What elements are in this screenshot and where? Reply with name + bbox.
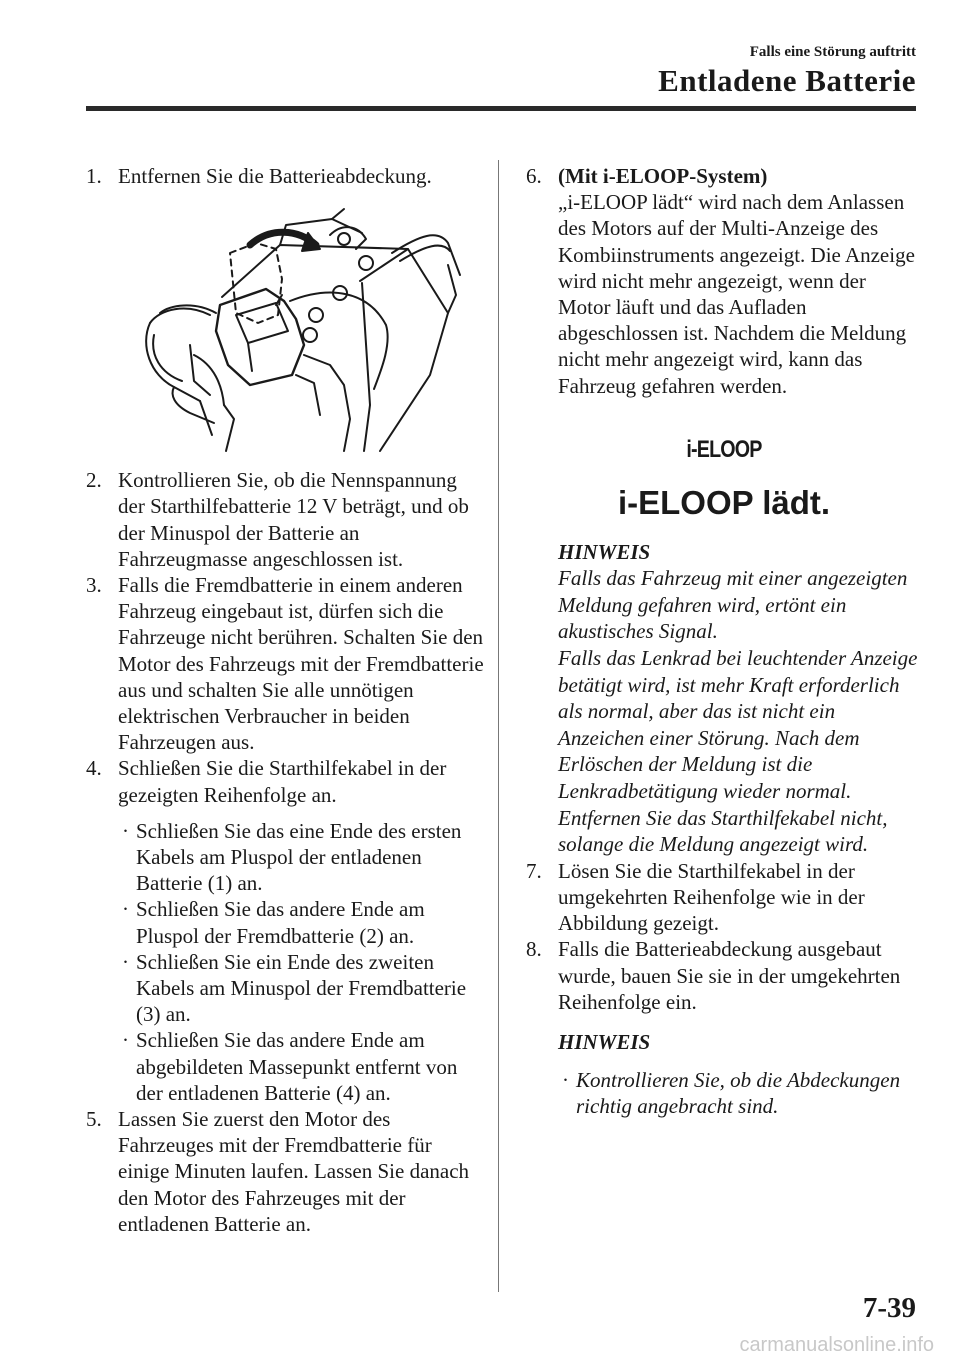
note-paragraph: Falls das Fahrzeug mit einer angezeigten Meldung gefahren wird, ertönt ein akustisches Signal. <box>558 566 908 644</box>
step-1 <box>86 163 486 189</box>
step-number: 7. <box>526 858 542 883</box>
left-column <box>86 163 486 1237</box>
step-7 <box>526 858 922 937</box>
column-divider <box>498 160 499 1292</box>
step-number: 4. <box>86 756 102 781</box>
step-text: „i-ELOOP lädt“ wird nach dem Anlassen des Motors auf der Multi-Anzeige des Kombiinstruments angezeigt. Die Anzeige wird nicht mehr angezeigt, wenn der Motor läuft und das Aufladen abgeschlossen ist. Nachdem die Meldung nicht mehr angezeigt wird, kann das Fahrzeug gefahren werden. <box>558 190 915 398</box>
step-heading: (Mit i-ELOOP-System) <box>558 164 768 188</box>
page-title: Entladene Batterie <box>658 63 916 98</box>
step-text: Entfernen Sie die Batterieabdeckung. <box>118 164 432 188</box>
bullet-item: · Schließen Sie das andere Ende am abgebildeten Massepunkt entfernt von der entladenen Batterie (4) an. <box>122 1028 458 1105</box>
section-name: Falls eine Störung auftritt <box>749 44 916 60</box>
i-eloop-message: i-ELOOP lädt. <box>617 484 831 522</box>
bullet-item: · Schließen Sie ein Ende des zweiten Kabels am Minuspol der Fremdbatterie (3) an. <box>122 949 467 1027</box>
page-header <box>658 44 916 99</box>
header-rule <box>86 106 916 111</box>
step-number: 2. <box>86 468 102 493</box>
step-5 <box>86 1106 486 1237</box>
step-text: Kontrollieren Sie, ob die Nennspannung der Starthilfebatterie 12 V beträgt, und ob der Minuspol der Batterie an Fahrzeugmasse angeschlossen ist. <box>118 468 469 571</box>
battery-cover-removal-illustration <box>130 205 486 457</box>
step-text: Lassen Sie zuerst den Motor des Fahrzeuges mit der Fremdbatterie für einige Minuten laufen. Lassen Sie danach den Motor des Fahrzeuges mit der entladenen Batterie an. <box>118 1107 470 1236</box>
page-number: 7-39 <box>862 1292 916 1324</box>
note-label: HINWEIS <box>558 1029 651 1054</box>
bullet-item: · Schließen Sie das andere Ende am Pluspol der Fremdbatterie (2) an. <box>122 897 425 948</box>
step-text: Falls die Fremdbatterie in einem anderen Fahrzeug eingebaut ist, dürfen sich die Fahrzeuge nicht berühren. Schalten Sie den Motor des Fahrzeugs mit der Fremdbatterie aus und schalten Sie alle unnötigen elektrischen Verbraucher in beiden Fahrzeugen aus. <box>118 573 484 755</box>
watermark: carmanualsonline.info <box>739 1334 934 1356</box>
step-4 <box>86 755 486 807</box>
note-bullet: · Kontrollieren Sie, ob die Abdeckungen richtig angebracht sind. <box>562 1068 901 1119</box>
step-text: Lösen Sie die Starthilfekabel in der umgekehrten Reihenfolge wie in der Abbildung gezeigt. <box>558 858 865 936</box>
step-text: Schließen Sie die Starthilfekabel in der gezeigten Reihenfolge an. <box>118 756 447 807</box>
step-number: 8. <box>526 937 542 962</box>
note-paragraph: Entfernen Sie das Starthilfekabel nicht, solange die Meldung angezeigt wird. <box>558 805 888 857</box>
bullet-item: · Schließen Sie das eine Ende des ersten Kabels am Pluspol der entladenen Batterie (1) an. <box>122 818 462 896</box>
step-8 <box>526 936 922 1015</box>
step-number: 1. <box>86 164 102 188</box>
step-number: 6. <box>526 164 542 188</box>
step-3 <box>86 572 486 755</box>
step-text: Falls die Batterieabdeckung ausgebaut wurde, bauen Sie sie in der umgekehrten Reihenfolge ein. <box>558 937 901 1014</box>
step-number: 5. <box>86 1107 102 1132</box>
i-eloop-logo-icon: i-ELOOP <box>686 435 762 463</box>
right-column <box>526 163 922 1120</box>
step-6 <box>526 163 922 399</box>
step-2 <box>86 467 486 572</box>
note-paragraph: Falls das Lenkrad bei leuchtender Anzeige betätigt wird, ist mehr Kraft erforderlich als normal, aber das ist nicht ein Anzeichen einer Störung. Nach dem Erlöschen der Meldung ist die Lenkradbetätigung wieder normal. <box>558 646 918 803</box>
step-4-bullets <box>86 818 486 1106</box>
step-number: 3. <box>86 573 102 598</box>
note-label: HINWEIS <box>558 540 651 565</box>
